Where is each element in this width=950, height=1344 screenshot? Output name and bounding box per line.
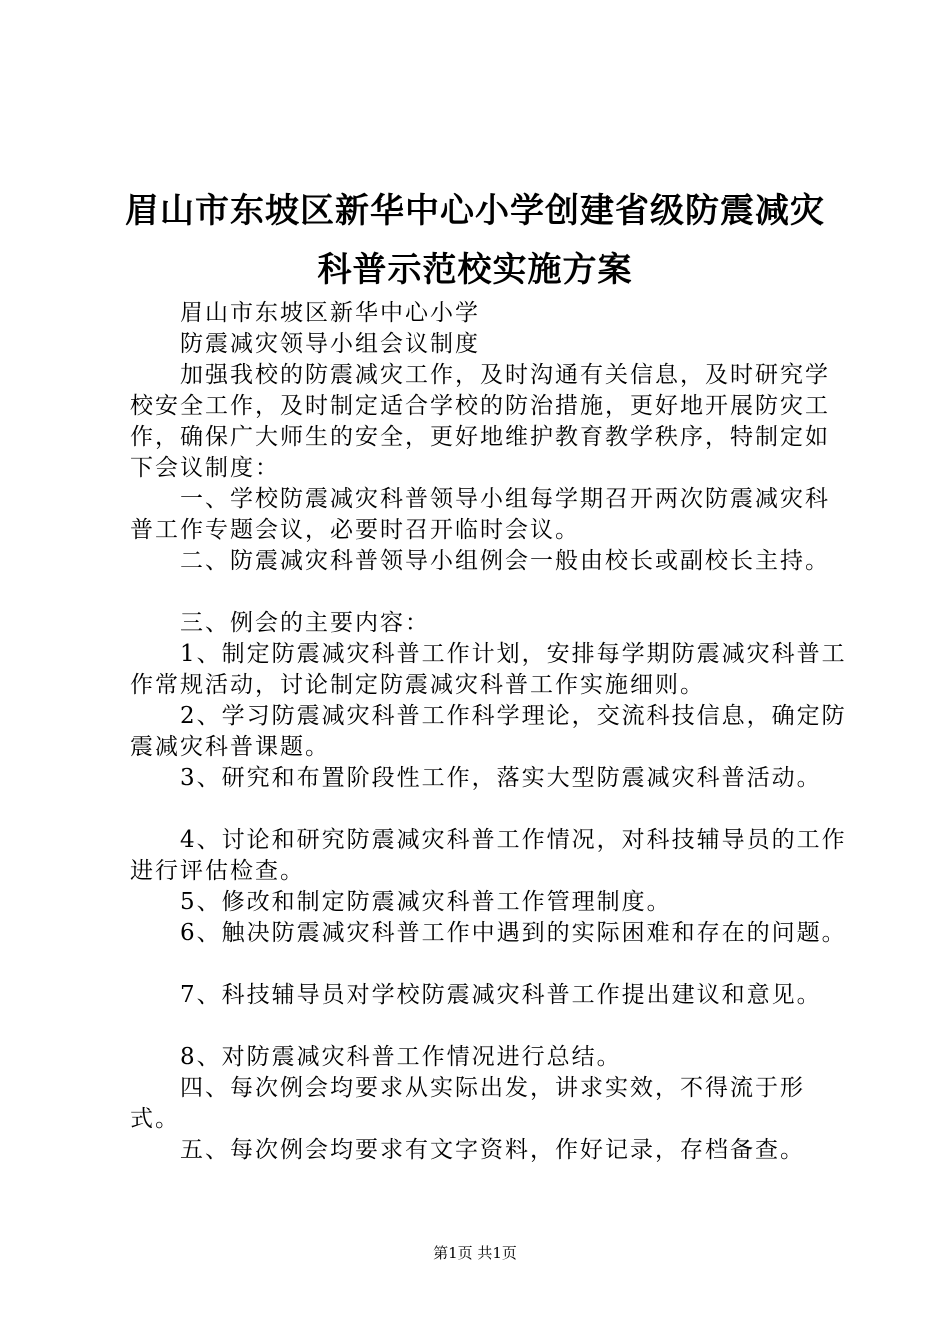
paragraph-gap	[130, 1011, 850, 1042]
item-7-paragraph: 7、科技辅导员对学校防震减灾科普工作提出建议和意见。	[180, 982, 822, 1008]
clause-1-paragraph: 一、学校防震减灾科普领导小组每学期召开两次防震减灾科普工作专题会议，必要时召开临时会议。	[130, 486, 830, 543]
document-title-line-2: 科普示范校实施方案	[317, 250, 633, 290]
item-2-paragraph: 2、学习防震减灾科普工作科学理论，交流科技信息，确定防震减灾科普课题。	[130, 703, 847, 760]
item-5-paragraph: 5、修改和制定防震减灾科普工作管理制度。	[180, 889, 672, 915]
item-1-paragraph: 1、制定防震减灾科普工作计划，安排每学期防震减灾科普工作常规活动，讨论制定防震减灾科普工作实施细则。	[130, 641, 847, 698]
system-name-paragraph: 防震减灾领导小组会议制度	[180, 331, 480, 357]
document-title-line-1: 眉山市东坡区新华中心小学创建省级防震减灾	[125, 191, 825, 231]
paragraph-gap	[130, 577, 850, 608]
paragraph-gap	[130, 794, 850, 825]
school-name-paragraph: 眉山市东坡区新华中心小学	[180, 300, 480, 326]
item-6-paragraph: 6、触决防震减灾科普工作中遇到的实际困难和存在的问题。	[180, 920, 847, 946]
document-body	[130, 298, 850, 1166]
page-footer: 第1页 共1页	[433, 1244, 517, 1262]
intro-paragraph: 加强我校的防震减灾工作，及时沟通有关信息，及时研究学校安全工作，及时制定适合学校的防治措施，更好地开展防灾工作，确保广大师生的安全，更好地维护教育教学秩序，特制定如下会议制度：	[130, 362, 830, 481]
clause-4-paragraph: 四、每次例会均要求从实际出发，讲求实效，不得流于形式。	[130, 1075, 805, 1132]
clause-2-paragraph: 二、防震减灾科普领导小组例会一般由校长或副校长主持。	[180, 548, 830, 574]
item-8-paragraph: 8、对防震减灾科普工作情况进行总结。	[180, 1044, 622, 1070]
item-4-paragraph: 4、讨论和研究防震减灾科普工作情况，对科技辅导员的工作进行评估检查。	[130, 827, 847, 884]
paragraph-gap	[130, 949, 850, 980]
clause-3-paragraph: 三、例会的主要内容：	[180, 610, 430, 636]
item-3-paragraph: 3、研究和布置阶段性工作，落实大型防震减灾科普活动。	[180, 765, 822, 791]
clause-5-paragraph: 五、每次例会均要求有文字资料，作好记录，存档备查。	[180, 1137, 805, 1163]
